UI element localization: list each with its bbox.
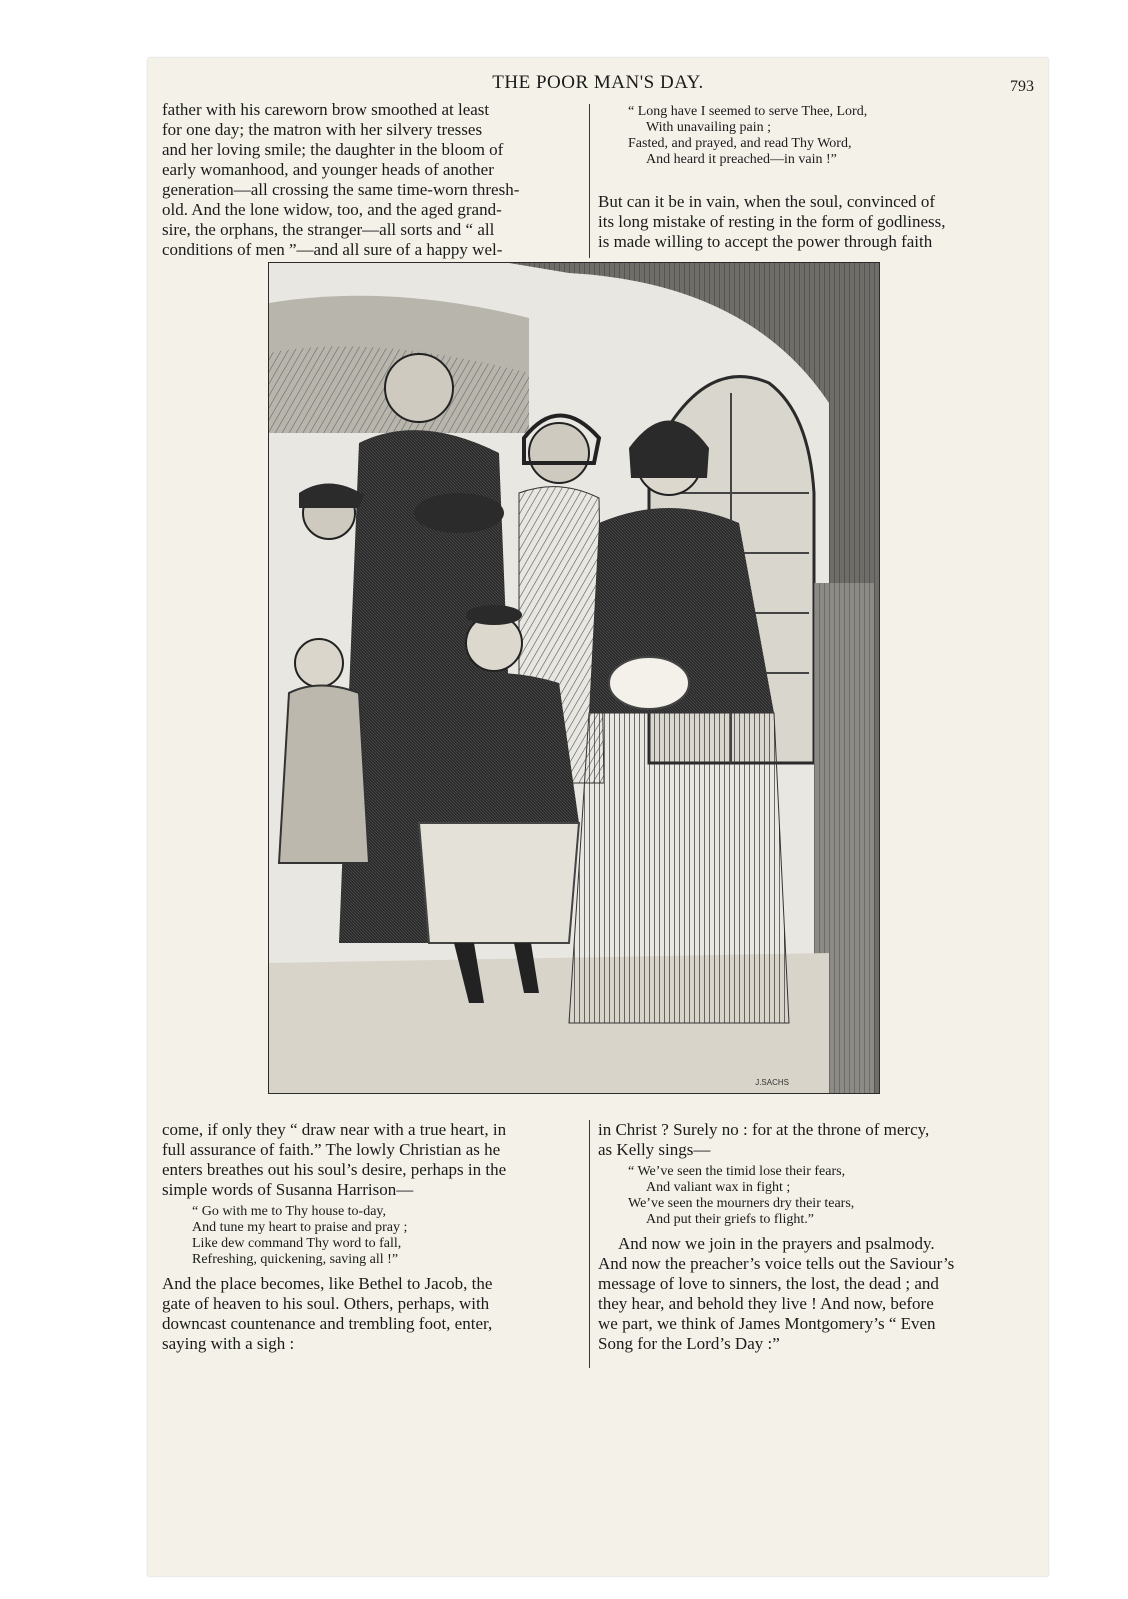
book-page [148, 58, 1048, 1576]
text-column-bottom-right [598, 1120, 1033, 1354]
text-line: downcast countenance and trembling foot, enter, [162, 1314, 493, 1333]
text-line: saying with a sigh : [162, 1334, 295, 1353]
girl-skirt [419, 823, 579, 943]
verse-line: “ Go with me to Thy house to-day, [192, 1204, 387, 1219]
text-line: for one day; the matron with her silvery tresses [162, 120, 483, 139]
text-line: But can it be in vain, when the soul, convinced of [598, 192, 936, 211]
column-rule [589, 1120, 590, 1368]
text-line: as Kelly sings— [598, 1140, 711, 1159]
text-line: enters breathes out his soul’s desire, perhaps in the [162, 1160, 507, 1179]
verse-line: We’ve seen the mourners dry their tears, [628, 1196, 855, 1211]
verse-block [162, 1204, 582, 1268]
text-line: sire, the orphans, the stranger—all sorts and “ all [162, 220, 495, 239]
verse-line: “ Long have I seemed to serve Thee, Lord, [628, 104, 868, 119]
text-line: message of love to sinners, the lost, the dead ; and [598, 1274, 939, 1293]
text-line: generation—all crossing the same time-worn thresh- [162, 180, 520, 199]
text-line: come, if only they “ draw near with a true heart, in [162, 1120, 507, 1139]
verse-line: And put their griefs to flight.” [646, 1212, 814, 1227]
verse-line: Like dew command Thy word to fall, [192, 1236, 402, 1251]
text-line: we part, we think of James Montgomery’s “ Even [598, 1314, 936, 1333]
page-number: 793 [1010, 78, 1034, 95]
text-line: Song for the Lord’s Day :” [598, 1334, 780, 1353]
engraving-illustration [268, 262, 880, 1094]
column-rule [589, 104, 590, 258]
text-line: conditions of men ”—and all sure of a happy wel- [162, 240, 503, 259]
text-line: And the place becomes, like Bethel to Jacob, the [162, 1274, 493, 1293]
verse-block [598, 104, 1033, 168]
small-child-figure [279, 686, 369, 864]
girl-cape [419, 673, 579, 823]
verse-line: And tune my heart to praise and pray ; [192, 1220, 408, 1235]
text-line: simple words of Susanna Harrison— [162, 1180, 414, 1199]
text-line: old. And the lone widow, too, and the aged grand- [162, 200, 502, 219]
verse-line: With unavailing pain ; [646, 120, 772, 135]
church-porch-engraving [269, 263, 879, 1093]
text-line: in Christ ? Surely no : for at the throne of mercy, [598, 1120, 930, 1139]
text-line: its long mistake of resting in the form of godliness, [598, 212, 946, 231]
text-line: is made willing to accept the power through faith [598, 232, 933, 251]
page-header [148, 68, 1048, 104]
engraver-signature: J.SACHS [755, 1078, 789, 1087]
text-line: And now we join in the prayers and psalmody. [618, 1234, 935, 1253]
text-column-bottom-left [162, 1120, 582, 1354]
verse-line: “ We’ve seen the timid lose their fears, [628, 1164, 846, 1179]
verse-line: And valiant wax in fight ; [646, 1180, 791, 1195]
verse-line: Refreshing, quickening, saving all !” [192, 1252, 399, 1267]
text-column-top-right [598, 100, 1033, 252]
text-line: gate of heaven to his soul. Others, perhaps, with [162, 1294, 490, 1313]
text-line: and her loving smile; the daughter in the bloom of [162, 140, 504, 159]
verse-line: And heard it preached—in vain !” [646, 152, 837, 167]
text-line: father with his careworn brow smoothed at least [162, 100, 490, 119]
matron-head [529, 423, 589, 483]
young-woman-skirt [569, 713, 789, 1023]
text-line: early womanhood, and younger heads of another [162, 160, 494, 179]
verse-block [598, 1164, 1033, 1228]
verse-line: Fasted, and prayed, and read Thy Word, [628, 136, 852, 151]
hat-in-hand [414, 493, 504, 533]
text-line: And now the preacher’s voice tells out the Saviour’s [598, 1254, 955, 1273]
old-man-head [385, 354, 453, 422]
text-line: full assurance of faith.” The lowly Christian as he [162, 1140, 501, 1159]
fur-muff [609, 657, 689, 709]
small-child-head [295, 639, 343, 687]
text-line: they hear, and behold they live ! And now, before [598, 1294, 934, 1313]
text-column-top-left [162, 100, 582, 260]
running-head: THE POOR MAN'S DAY. [492, 72, 704, 93]
